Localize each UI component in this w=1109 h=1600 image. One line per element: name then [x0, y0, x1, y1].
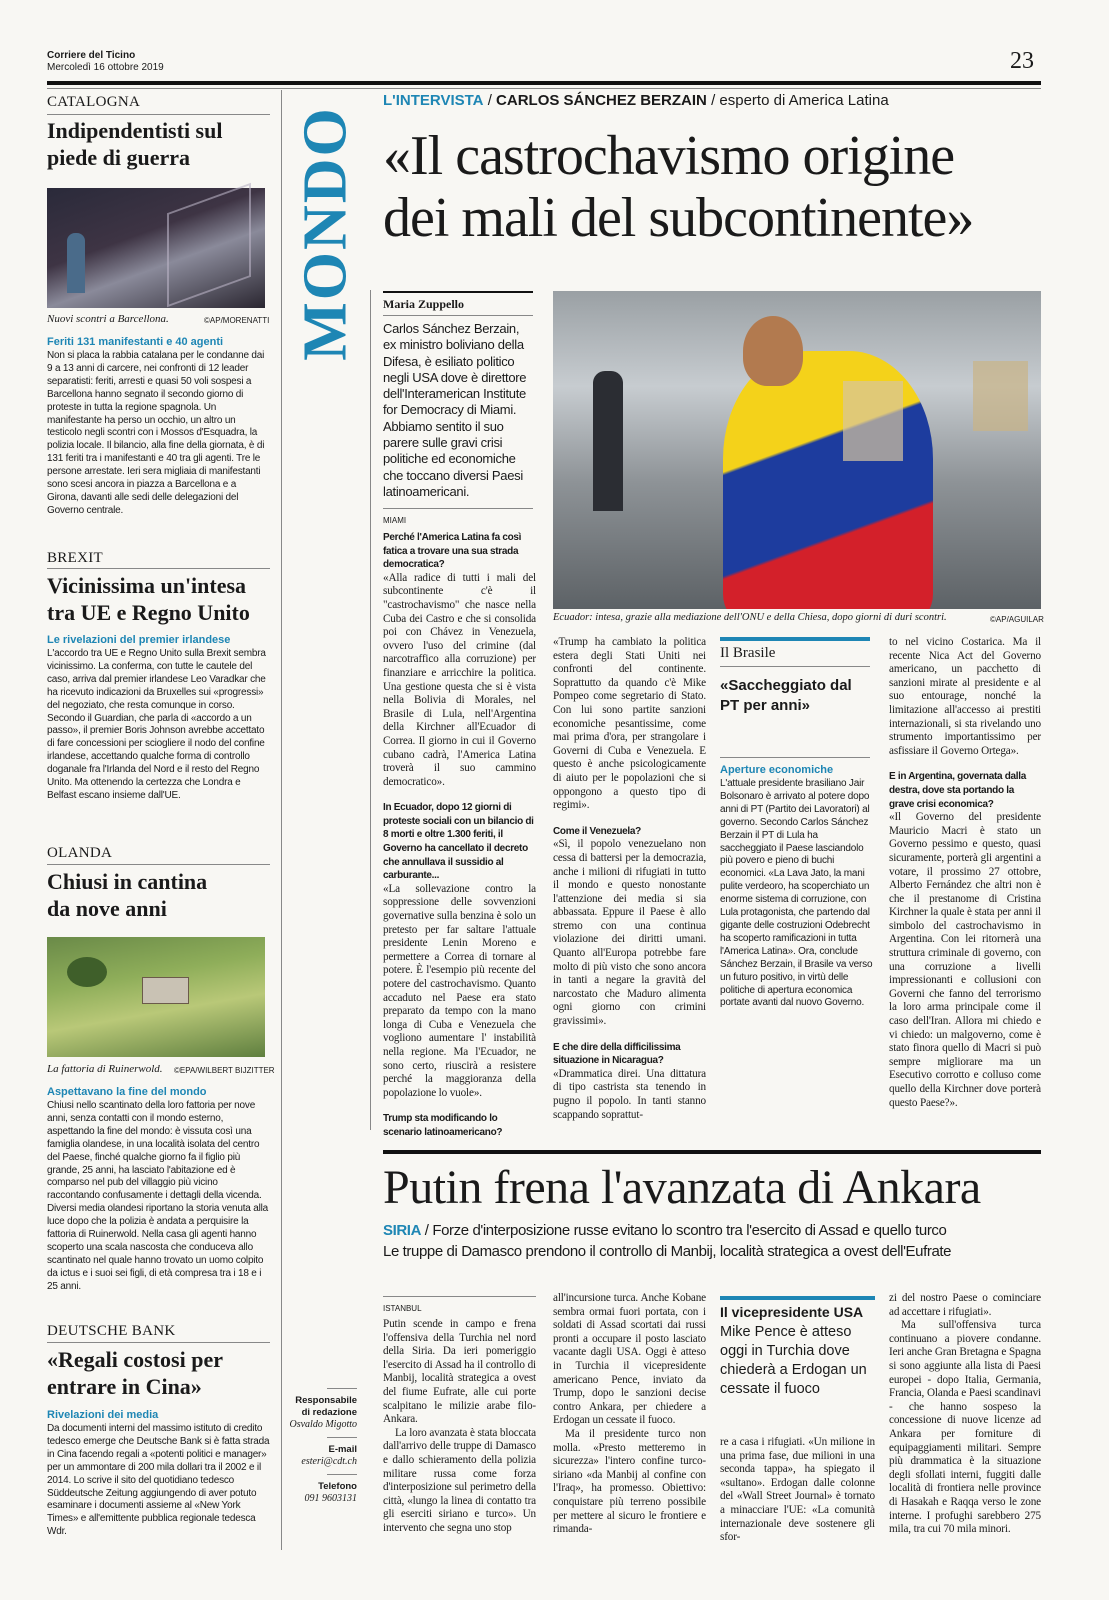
syria-deck-line1: Forze d'interposizione russe evitano lo scontro tra l'esercito di Assad e quello turco [432, 1222, 947, 1239]
paragraph: zi del nostro Paese o cominciare ad accettare i rifugiati». [889, 1292, 1041, 1318]
syria-top-rule [383, 1150, 1041, 1154]
headline-brexit: Vicinissima un'intesa tra UE e Regno Unito [47, 573, 250, 625]
placard-shape [973, 361, 1028, 431]
syria-deck-1: SIRIA / Forze d'interposizione russe evitano lo scontro tra l'esercito di Assad e quello turco [383, 1222, 947, 1239]
interview-headline-line2: dei mali del subcontinente» [383, 187, 974, 249]
syria-column-2 [553, 1292, 706, 1537]
syria-dateline-rule [383, 1296, 536, 1297]
dateline-istanbul: ISTANBUL [383, 1304, 422, 1313]
sidebar-kicker: Il Brasile [720, 645, 776, 661]
farmhouse-shape [142, 977, 189, 1004]
interview-kicker: L'INTERVISTA / CARLOS SÁNCHEZ BERZAIN / esperto di America Latina [383, 92, 889, 109]
standfirst-rule [383, 508, 533, 509]
staff-box [285, 1388, 357, 1505]
kicker-rule [47, 568, 270, 569]
question: Perché l'America Latina fa così fatica a trovare una sua strada democratica? [383, 532, 522, 571]
issue-date: Mercoledì 16 ottobre 2019 [47, 62, 164, 73]
answer: to nel vicino Costarica. Ma il recente Nica Act del Governo americano, un pacchetto di sanzioni mirate al presidente e al suo entourage, nonché la limitazione all'accesso ai prestiti internazionali, si sta rivelando uno strumento importantissimo per asfissiare il Governo Ortega». [889, 636, 1041, 757]
phone-label: Telefono [318, 1481, 357, 1492]
kicker-catalogna: CATALOGNA [47, 94, 141, 110]
phone-number: 091 9603131 [304, 1493, 357, 1504]
column-divider-left [281, 90, 282, 1550]
paragraph: La loro avanzata è stata bloccata dall'arrivo delle truppe di Damasco e dallo schieramento della polizia militare russa come forza d'interposizione sul perimetro della città, «lungo la linea di contatto tra gli eserciti siriano e turco». Un intervento che segna uno stop [383, 1426, 536, 1534]
syria-box-accent-bar [720, 1296, 875, 1300]
answer: «Il Governo del presidente Mauricio Macri è stato un Governo pessimo e questo, quasi sicuramente, porterà gli argentini a votare, il prossimo 27 ottobre, Alberto Fernández che altri non è che il prestanome di Cristina Kirchner la quale è stata per anni il simbolo del castrochavismo in Argentina. Con lei ritornerà una struttura criminale di governo, con una corruzione a livelli impressionanti e collusioni con Governi che fanno del terrorismo la loro arma principale come il caso dell'Iran. Allora mi chiedo e vi chiedo: un malgoverno, come è stato finora quello di Macri si può sempre migliorare ma un Esecutivo corrotto e colluso come quello della Kirchner dove porterà questo Paese?». [889, 811, 1041, 1109]
kicker-rule [47, 864, 270, 865]
photo-caption-farm: La fattoria di Ruinerwold. [47, 1063, 163, 1075]
barricade-shape [167, 183, 251, 308]
body-olanda: Chiusi nello scantinato della loro fattoria per nove anni, senza contatti con il mondo esterno, aspettando la fine del mondo: è vissuta così una famiglia olandese, in una località isolata del centro del Paese, finché qualche giorno fa il figlio più grande, 25 anni, ha lasciato l'abitazione ed è comparso nel pub del villaggio più vicino raccontando confusamente i dettagli della vicenda. Diversi media olandesi riportano la storia venuta alla luce dopo che la polizia è andata a perquisire la fattoria di Ruinerwold. Nella casa gli agenti hanno scoperto una scala nascosta che conduceva allo scantinato nel quale hanno trovato un uomo colpito da ictus e i suoi sei figli, di età compresa tra i 18 e i 25 anni. [47, 1100, 268, 1292]
standfirst: Carlos Sánchez Berzain, ex ministro boliviano della Difesa, è esiliato politico negli USA dove è direttore dell'Interamerican Institute for Democracy di Miami. Abbiamo sentito il suo parere sulle gravi crisi politiche ed economiche che toccano diversi Paesi latinoamericani. [383, 321, 527, 499]
body-brexit: L'accordo tra UE e Regno Unito sulla Brexit sembra vicinissimo. La conferma, con tutte le cautele del caso, arriva dal premier irlandese Leo Varadkar che ha ricevuto indicazioni da Bruxelles sui «progressi» del negoziato, che resta comunque in corso. Secondo il Guardian, che parla di «accordo a un passo», il premier Boris Johnson avrebbe accettato di fare concessioni per sciogliere il nodo del confine irlandese, accettando qualche forma di controllo doganale fra l'Irlanda del Nord e il resto del Regno Unito. Ma ottenendo la certezza che Londra e Belfast escano insieme dall'UE. [47, 648, 266, 801]
kicker-brexit: BREXIT [47, 550, 103, 566]
kicker-olanda: OLANDA [47, 845, 113, 861]
byline-thin-rule [383, 315, 533, 316]
email-label: E-mail [328, 1444, 357, 1455]
sidebar-accent-bar [720, 637, 870, 641]
photo-credit-barcelona: ©AP/MORENATTI [204, 316, 270, 325]
photo-farm [47, 937, 265, 1057]
placard-shape [843, 381, 903, 461]
syria-box-title: Il vicepresidente USA [720, 1304, 864, 1320]
paragraph: Ma sull'offensiva turca continuano a piovere condanne. Ieri anche Gran Bretagna e Spagna si sono aggiunte alla lista di Paesi europei - dopo Italia, Germania, Francia, Olanda e Paesi scandinavi - che hanno sospeso la concessione di nuove licenze ad Ankara per forniture di equipaggiamenti militari. Sempre più drammatica è la situazione degli sfollati interni, fuggiti dalle località di frontiera nelle province di Hasakah e Raqqa verso le zone interne. I profughi sarebbero 275 mila, tra cui 70 mila minori. [889, 1319, 1041, 1536]
paragraph: Ma il presidente turco non molla. «Presto metteremo in sicurezza» l'intero confine turco-siriano «da Manbij al confine con l'Iraq», ha promesso. Obiettivo: conquistare più terreno possibile per mettere al sicuro le frontiere e rimanda- [553, 1427, 706, 1536]
answer: «Drammatica direi. Una dittatura di tipo castrista sta tenendo in pugno il popolo. In tanti stanno scappando soprattut- [553, 1067, 706, 1121]
question: In Ecuador, dopo 12 giorni di proteste sociali con un bilancio di 8 morti e oltre 1.300 feriti, il Governo ha cancellato il decreto che annullava il sussidio al carburante... [383, 802, 534, 882]
staff-rule [327, 1388, 357, 1389]
kicker-rule [47, 1342, 270, 1343]
kicker-deutsche-bank: DEUTSCHE BANK [47, 1323, 176, 1339]
staff-rule [327, 1474, 357, 1475]
sidebar-headline: «Saccheggiato dal PT per anni» [720, 677, 852, 714]
body-catalogna: Non si placa la rabbia catalana per le condanne dai 9 a 13 anni di carcere, nei confronti di 12 leader separatisti: feriti, arresti e quasi 50 voli sospesi a Barcellona hanno segnato il secondo giorno di proteste in tutta la regione spagnola. Un manifestante ha perso un occhio, un altro un testicolo negli scontri con i Mossos d'Esquadra, la polizia locale. Il bilancio, alla fine della giornata, è di 131 feriti tra i manifestanti e 40 tra gli agenti. Tre le persone arrestate. Ieri sera migliaia di manifestanti sono scesi ancora in piazza a Barcellona e a Girona, davanti alle sedi delle delegazioni del Governo centrale. [47, 350, 265, 516]
kicker-rule [47, 114, 270, 115]
interview-column-4 [889, 636, 1041, 1110]
syria-box-text: Mike Pence è atteso oggi in Turchia dove chiederà a Erdogan un cessate il fuoco [720, 1324, 867, 1397]
question: E che dire della difficilissima situazione in Nicaragua? [553, 1041, 681, 1067]
headline-catalogna: Indipendentisti sul piede di guerra [47, 118, 223, 170]
answer: «Alla radice di tutti i mali del subcontinente c'è il "castrochavismo" che nasce nella Cuba dei Castro e che si consolida poi con Chávez in Venezuela, ovvero l'uso del crimine (dal narcotraffico alla corruzione) per finanziare e arricchire la politica. Una gestione questa che si è vista nella Bolivia di Morales, nel Brasile di Lula, nell'Argentina della Kirchner all'Ecuador di Correa. Il giorno in cui il Governo cubano cadrà, l'America Latina troverà il suo cammino democratico». [383, 571, 536, 788]
tree-shape [67, 957, 107, 987]
photo-ecuador [553, 291, 1041, 609]
dateline-miami: MIAMI [383, 516, 407, 525]
paper-name: Corriere del Ticino [47, 50, 136, 61]
question: Trump sta modificando lo scenario latinoamericano? [383, 1113, 503, 1138]
answer: «Sì, il popolo venezuelano non cessa di battersi per la democrazia, anche i milioni di rifugiati in tutto il mondo e questo nonostante l'attenzione dei media si sia abbassata. Eppure il Paese è allo stremo con una continua violazione dei diritti umani. Quanto all'Europa potrebbe fare molto di più visto che sono ancora in tanti a negare la gravità del narcostato che Maduro alimenta ogni giorno con crimini gravissimi». [553, 838, 706, 1028]
sidebar-rule [720, 666, 870, 667]
page-number: 23 [1010, 48, 1034, 74]
email-link[interactable]: esteri@cdt.ch [301, 1456, 357, 1467]
headline-deutsche-bank: «Regali costosi per entrare in Cina» [47, 1347, 223, 1399]
headline-olanda: Chiusi in cantina da nove anni [47, 869, 208, 921]
body-deutsche-bank: Da documenti interni del massimo istituto di credito tedesco emerge che Deutsche Bank si è fatta strada in Cina facendo regali a «potenti politici e manager» per un ammontare di 200 mila dollari tra il 2002 e il 2014. Lo scrive il sito del quotidiano tedesco Süddeutsche Zeitung aggiungendo di aver potuto esaminare i documenti assieme al «New York Times» e all'emittente pubblica regionale tedesca Wdr. [47, 1423, 270, 1538]
interview-kicker-name: CARLOS SÁNCHEZ BERZAIN [496, 92, 707, 109]
subhead-deutsche-bank: Rivelazioni dei media [47, 1409, 159, 1421]
interview-headline-line1: «Il castrochavismo origine [383, 125, 955, 187]
figure-shape [67, 233, 85, 293]
paragraph: all'incursione turca. Anche Kobane sembra ormai fuori portata, con i soldati di Assad scortati dai russi pronti a occupare il posto lasciato vacante dagli USA. Oggi è atteso in Turchia il vicepresidente americano Pence, inviato da Trump, dopo le sanzioni decise contro Ankara, per chiedere a Erdogan un cessate il fuoco. [553, 1292, 706, 1427]
syria-kicker: SIRIA [383, 1222, 422, 1239]
protester-shape [593, 371, 623, 511]
interview-column-2 [553, 636, 706, 1122]
column-divider-interview [370, 290, 371, 1130]
sidebar-body: L'attuale presidente brasiliano Jair Bolsonaro è arrivato al potere dopo anni di PT (Partito dei Lavoratori) al governo. Secondo Carlos Sánchez Berzain il PT di Lula ha saccheggiato il Paese lasciandolo più povero e pieno di buchi economici. «La Lava Jato, la mani pulite verdeoro, ha scoperchiato un enorme sistema di corruzione, con Lula protagonista, che partendo dal gigante delle costruzioni Odebrecht ha scoperto ramificazioni in tutta l'America Latina». Ora, conclude Sánchez Berzain, il Brasile va verso un futuro positivo, in virtù delle politiche di apertura economica portate avanti dal nuovo Governo. [720, 778, 873, 1009]
syria-headline: Putin frena l'avanzata di Ankara [383, 1161, 981, 1214]
question: Come il Venezuela? [553, 825, 641, 837]
masthead-thin-rule [47, 88, 1041, 89]
interview-headline [383, 125, 973, 249]
photo-credit-ecuador: ©AP/AGUILAR [990, 615, 1044, 624]
question: E in Argentina, governata dalla destra, dove sta portando la grave crisi economica? [889, 771, 1027, 810]
syria-column-3 [720, 1436, 875, 1545]
photo-credit-farm: ©EPA/WILBERT BIJZITTER [174, 1066, 275, 1075]
paragraph: re a casa i rifugiati. «Un milione in una prima fase, due milioni in una seconda tappa», ha spiegato il «sultano». Erdogan dalle colonne del «Wall Street Journal» è tornato a minacciare l'UE: «La comunità internazionale deve sostenere gli sfor- [720, 1436, 875, 1544]
photo-barcelona [47, 188, 265, 308]
section-title-text: MONDO [291, 106, 360, 361]
interview-kicker-role: esperto di America Latina [719, 92, 889, 109]
section-title [291, 78, 360, 378]
answer: «Trump ha cambiato la politica estera degli Stati Uniti nei confronti del continente. Soprattutto da quando c'è Mike Pompeo come segretario di Stato. Con lui sono partite sanzioni economiche pesantissime, come mai prima d'ora, per strangolare i Governi di Cuba e Venezuela. E questo è anche psicologicamente di aiuto per le popolazioni che si oppongono a questo tipo di regimi». [553, 636, 706, 812]
paragraph: Putin scende in campo e frena l'offensiva della Turchia nel nord della Siria. Da ieri pomeriggio l'esercito di Assad ha il controllo di Manbij, località strategica a ovest del fiume Eufrate, alle cui porte scalpitano le milizie arabe filo-Ankara. [383, 1318, 536, 1426]
interview-column-1 [383, 531, 536, 1140]
syria-column-4 [889, 1292, 1041, 1537]
byline: Maria Zuppello [383, 297, 465, 311]
editor-name: Osvaldo Migotto [289, 1419, 357, 1430]
syria-column-1 [383, 1318, 536, 1536]
photo-caption-ecuador: Ecuador: intesa, grazie alla mediazione dell'ONU e della Chiesa, dopo giorni di duri scontri. [553, 612, 947, 623]
editor-label: Responsabile di redazione [295, 1395, 357, 1418]
subhead-olanda: Aspettavano la fine del mondo [47, 1086, 207, 1098]
subhead-brexit: Le rivelazioni del premier irlandese [47, 634, 231, 646]
syria-deck-line2: Le truppe di Damasco prendono il controllo di Manbij, località strategica a ovest dell'Eufrate [383, 1243, 952, 1260]
sidebar-subhead: Aperture economiche [720, 764, 834, 776]
interview-kicker-section: L'INTERVISTA [383, 92, 484, 109]
byline-rule [383, 291, 533, 293]
photo-caption-barcelona: Nuovi scontri a Barcellona. [47, 313, 169, 325]
answer: «La sollevazione contro la soppressione delle sovvenzioni governative sulla benzina è solo un pretesto per far saltare l'attuale presidente Lenin Moreno e permettere a Correa di tornare al potere. È l'esempio più recente del potere del castrochavismo. Quanto accaduto nel Paese era stato preparato da tempo con la mano longa di Cuba e Venezuela che vogliono aumentare l' instabilità nella regione. Ma l'Ecuador, ne sono certo, riuscirà a resistere perché la maggioranza della popolazione lo vuole». [383, 882, 536, 1099]
staff-rule [327, 1437, 357, 1438]
masthead-rule [47, 81, 1041, 85]
sidebar-rule [720, 757, 870, 758]
face-shape [743, 316, 803, 386]
subhead-catalogna: Feriti 131 manifestanti e 40 agenti [47, 336, 224, 348]
